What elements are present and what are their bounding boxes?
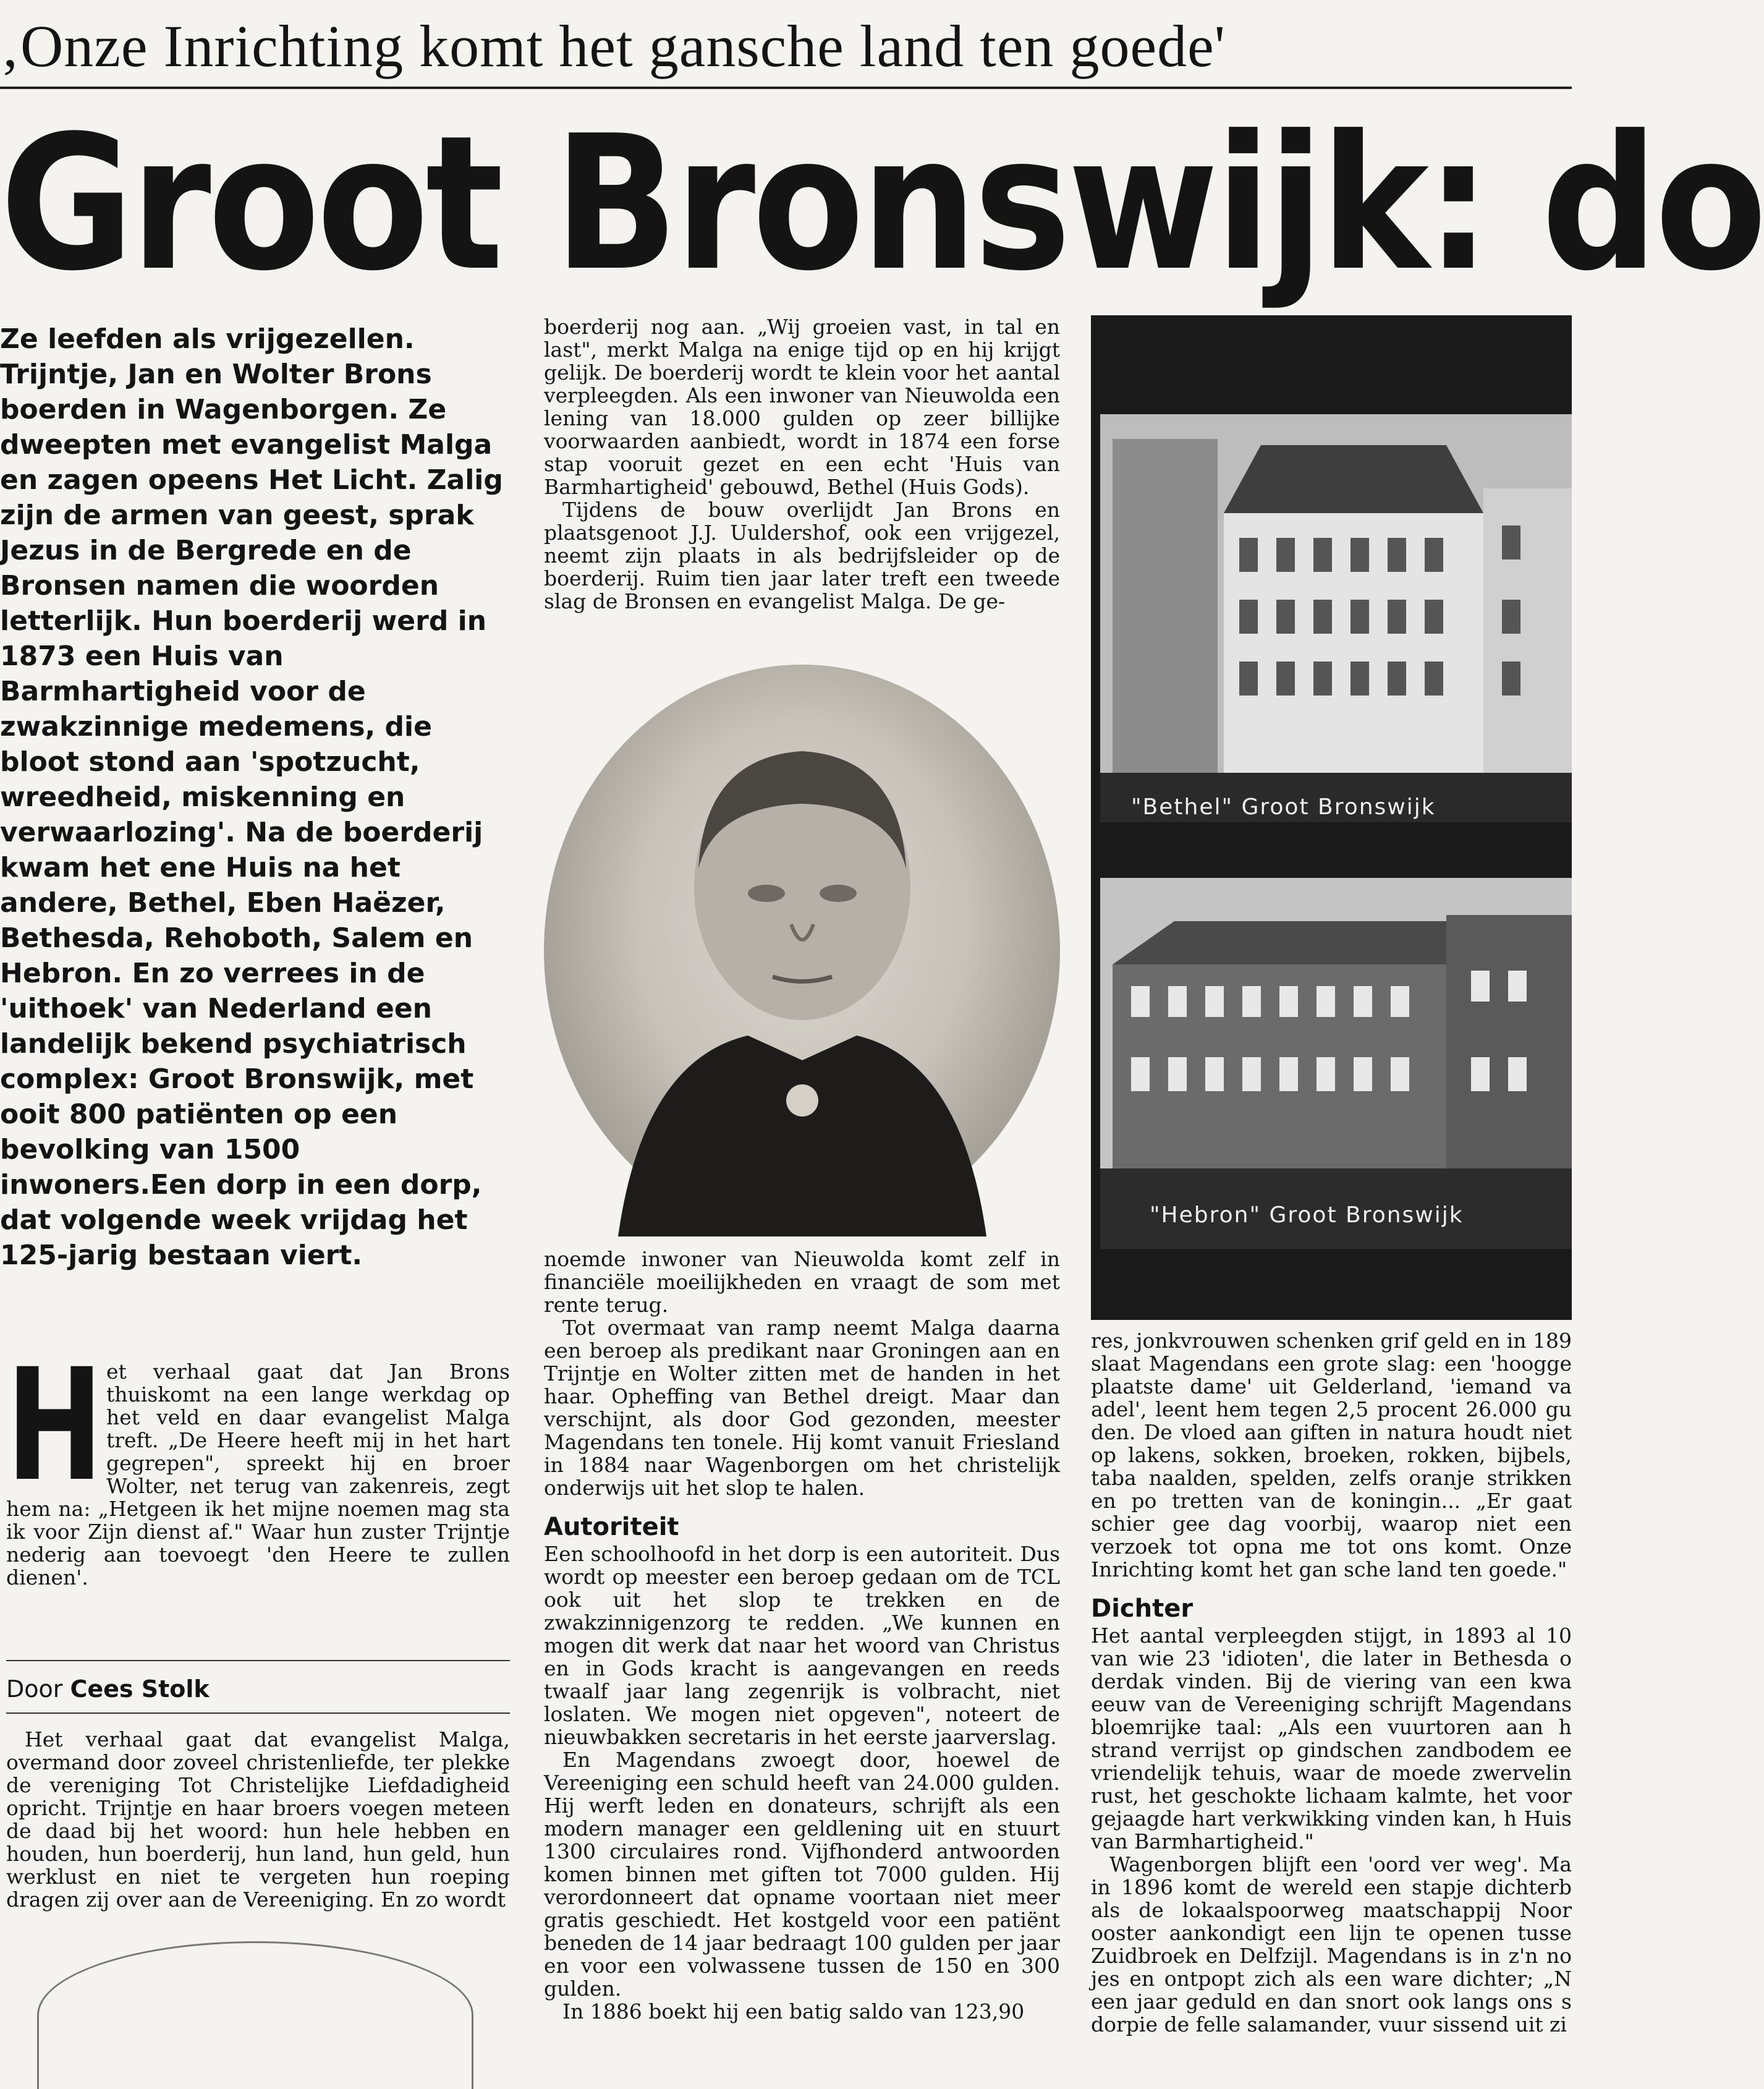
lead-text: Ze leefden als vrijgezellen. Trijntje, Jan en Wolter Brons boerden in Wagenborgen. Ze dweepten met evangelist Malga en zagen opeens Het Licht. Zalig zijn de armen van geest, sprak Jezus in de Bergrede en de Bronsen namen die woorden letterlijk. Hun boerderij werd in 1873 een Huis van Barmhartigheid voor de zwakzinnige medemens, die bloot stond aan 'spotzucht, wreedheid, miskenning en verwaarlozing'. Na de boerderij kwam het ene Huis na het andere, Bethel, Eben Haëzer, Bethesda, Rehoboth, Salem en Hebron. En zo verrees in de 'uithoek' van Nederland een landelijk bekend psychiatrisch complex: Groot Bronswijk, met ooit 800 patiënten op een bevolking van 1500 inwoners.Een dorp in een dorp, dat volgende week vrijdag het 125-jarig bestaan viert. (0, 323, 503, 1271)
paragraph: In 1886 boekt hij een batig saldo van 123,90 (562, 1999, 1025, 2023)
main-headline: Groot Bronswijk: do (0, 96, 1764, 312)
paragraph: noemde inwoner van Nieuwolda komt zelf in financiële moeilijkheden en vraagt de som met rente terug. (544, 1247, 1060, 1317)
paragraph: Het aantal verpleegden stijgt, in 1893 al 10 van wie 23 'idioten', die later in Bethesda o derdak vinden. Bij de viering van een kwa eeuw van de Vereeniging schrijft Magendans bloemrijke taal: „Als een vuurtoren aan h strand verrijst op gindschen zandbodem ee vriendelijk tehuis, waar de moede zwervelin rust, het geschokte lichaam kalmte, het voor gejaagde hart verkwikking vinden kan, h Huis van Barmhartigheid." (1091, 1623, 1572, 1853)
paragraph: res, jonkvrouwen schenken grif geld en in 189 slaat Magendans een grote slag: een 'hoogge plaatste dame' uit Gelderland, 'iemand va adel', leent hem tegen 2,5 procent 26.000 gu den. De vloed aan giften in natura houdt niet op lakens, sokken, broeken, rokken, bijbels, taba naalden, spelden, zelfs oranje strikken en po tretten van de koningin... „Er gaat schier gee dag voorbij, waarop niet een verzoek tot opna me tot ons komt. Onze Inrichting komt het gan sche land ten goede." (1091, 1329, 1572, 1581)
header-rule (0, 87, 1572, 89)
paragraph: Wagenborgen blijft een 'oord ver weg'. Ma in 1896 komt de wereld een stapje dichterb als de lokaalspoorweg maatschappij Noor ooster aankondigt een lijn te openen tusse Zuidbroek en Delfzijl. Magendans is in z'n no jes en ontpopt zich als een ware dichter; „N een jaar geduld en dan snort ook langs ons s dorpie de felle salamander, vuur sissend uit zi (1091, 1852, 1572, 2036)
drop-cap: H (6, 1335, 103, 1515)
column-1-body (6, 1728, 510, 1911)
subhead-dichter: Dichter (1091, 1594, 1194, 1623)
byline-author: Cees Stolk (70, 1675, 210, 1703)
paragraph: Een schoolhoofd in het dorp is een autoriteit. Dus wordt op meester een beroep gedaan om de TCL ook uit het slop te trekken en de zwakzinnigenzorg te redden. „We kunnen en mogen dit werk dat naar het woord van Christus en in Gods kracht is aangevangen en reeds twaalf jaar lang zegenrijk is volbracht, niet loslaten. We mogen niet opgeven", noteert de nieuwbakken secretaris in het eerste jaarverslag. (544, 1542, 1060, 1749)
portrait-photo (544, 665, 1060, 1236)
column-2-bottom (544, 1248, 1060, 2023)
subhead-autoriteit: Autoriteit (544, 1513, 679, 1541)
paragraph: Tijdens de bouw overlijdt Jan Brons en plaatsgenoot J.J. Uuldershof, ook een vrijgezel, neemt zijn plaats in als bedrijfsleider op de boerderij. Ruim tien jaar later treft een tweede slag de Bronsen en evangelist Malga. De ge- (544, 498, 1060, 613)
hebron-building-illustration (1100, 878, 1572, 1249)
paragraph: En Magendans zwoegt door, hoewel de Vereeniging een schuld heeft van 24.000 gulden. Hij werft leden en donateurs, schrijft als een modern manager een geldlening uit en stuurt 1300 circulaires rond. Vijfhonderd antwoorden komen binnen met giften tot 7000 gulden. Hij verordonneert dat opname voortaan niet meer gratis geschiedt. Het kostgeld voor een patiënt beneden de 14 jaar bedraagt 100 gulden per jaar en voor een volwassene tussen de 150 en 300 gulden. (544, 1748, 1060, 2001)
paragraph: boerderij nog aan. „Wij groeien vast, in tal en last", merkt Malga na enige tijd op en hij krijgt gelijk. De boerderij wordt te klein voor het aantal verpleegden. Als een inwoner van Nieuwolda een lening van 18.000 gulden op zeer billijke voorwaarden aanbiedt, wordt in 1874 een forse stap vooruit gezet en een echt 'Huis van Barmhartigheid' gebouwd, Bethel (Huis Gods). (544, 315, 1060, 499)
byline-rule-top (6, 1660, 510, 1661)
quote-headline: ‚Onze Inrichting komt het gansche land ten goede' (0, 13, 1226, 79)
byline-prefix: Door (6, 1675, 63, 1703)
photo-caption-bethel: "Bethel" Groot Bronswijk (1131, 794, 1436, 820)
portrait-illustration (544, 665, 1060, 1236)
lead-paragraph (0, 321, 513, 1273)
partial-portrait-image (37, 1941, 473, 2089)
bethel-building-illustration (1100, 414, 1572, 822)
paragraph: Tot overmaat van ramp neemt Malga daarna een beroep als predikant naar Groningen aan en Trijntje en Wolter zitten met de handen in het haar. Opheffing van Bethel dreigt. Maar dan verschijnt, als door God gezonden, meester Magendans ten tonele. Hij komt vanuit Friesland in 1884 naar Wagenborgen om het christelijk onderwijs uit het slop te halen. (544, 1316, 1060, 1500)
byline-rule-bottom (6, 1712, 510, 1714)
photo-caption-hebron: "Hebron" Groot Bronswijk (1150, 1202, 1464, 1228)
column-1-intro (6, 1335, 510, 1589)
hebron-building-photo (1100, 878, 1572, 1249)
column-3 (1091, 1329, 1572, 2087)
intro-text: et verhaal gaat dat Jan Brons thuiskomt na een lange werkdag op het veld en daar evangelist Malga treft. „De Heere heeft mij in het hart gegrepen", spreekt hij en broer Wolter, net terug van zakenreis, zegt hem na: „Hetgeen ik het mijne noemen mag sta ik voor Zijn dienst af." Waar hun zuster Trijntje nederig aan toevoegt 'den Heere te zullen dienen'. (6, 1359, 510, 1589)
byline (6, 1675, 210, 1703)
bethel-building-photo (1100, 414, 1572, 822)
body-text: Het verhaal gaat dat evangelist Malga, overmand door zoveel christenliefde, ter plekke de vereniging Tot Christelijke Liefdadigheid opricht. Trijntje en haar broers voegen meteen de daad bij het woord: hun hele hebben en houden, hun boerderij, hun land, hun geld, hun werklust en niet te vergeten hun roeping dragen zij over aan de Vereeniging. En zo wordt (6, 1727, 510, 1912)
column-2-top (544, 315, 1060, 613)
